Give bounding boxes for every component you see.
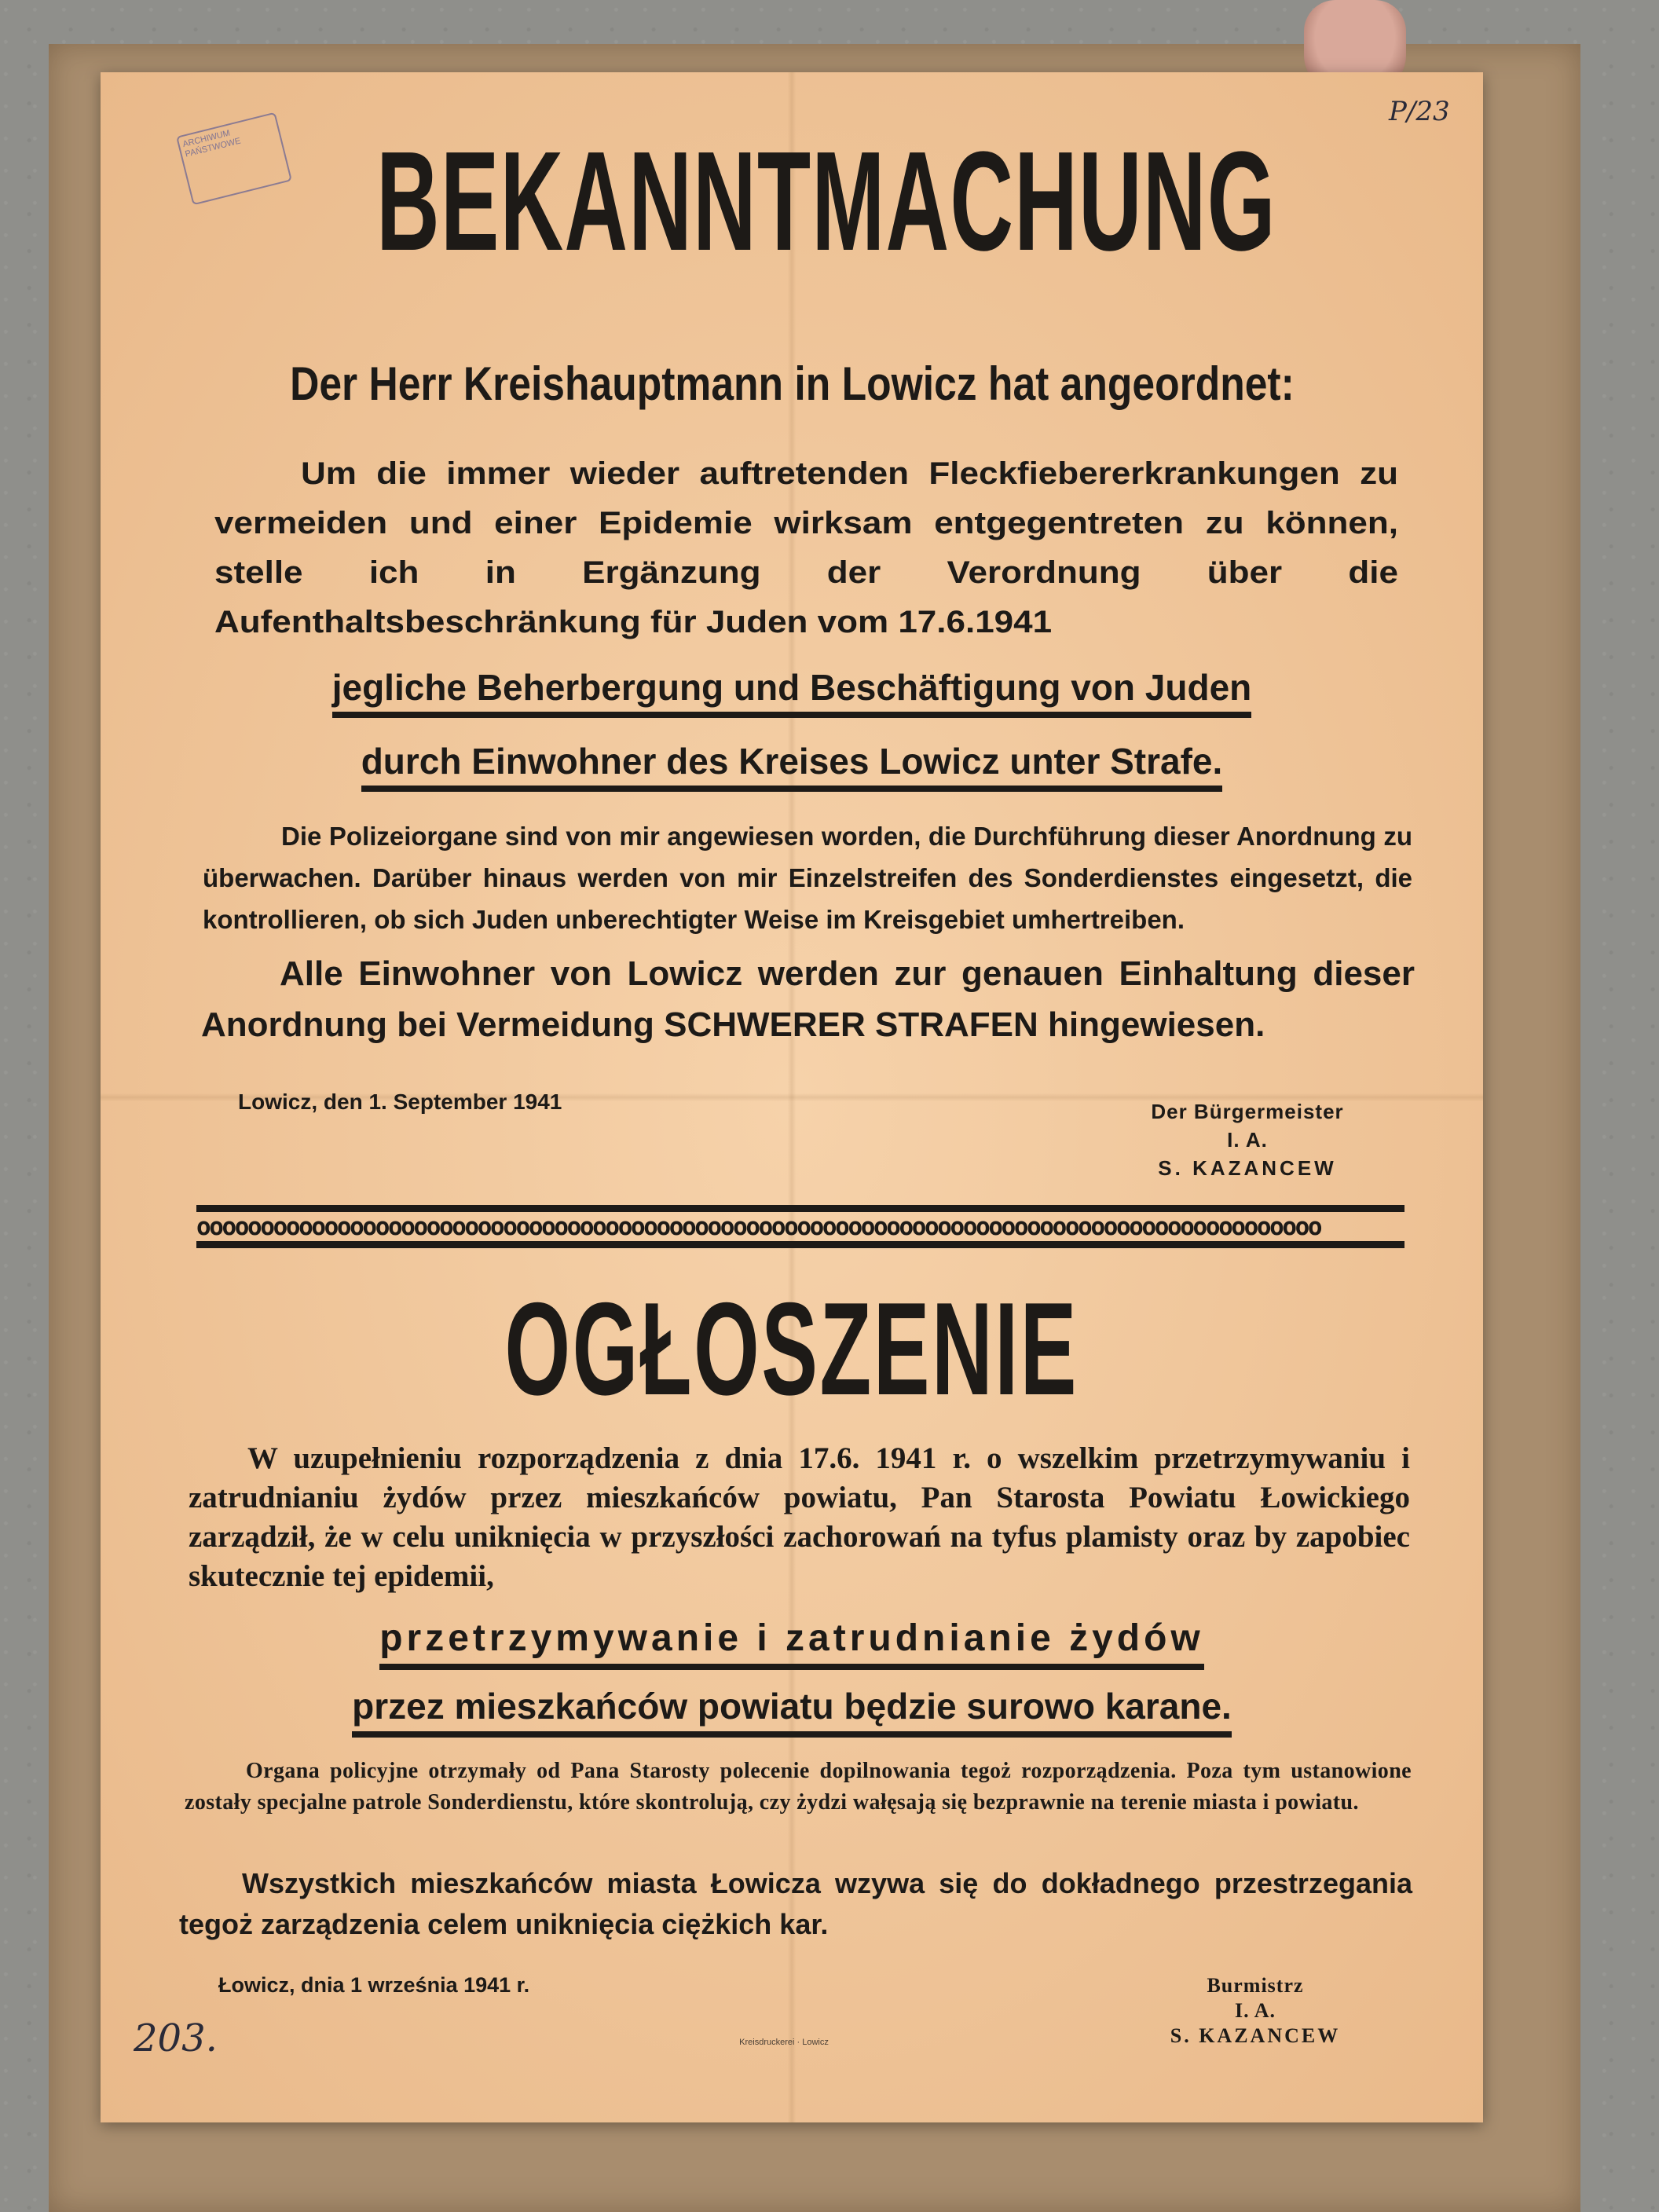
polish-title: OGŁOSZENIE xyxy=(504,1275,1079,1423)
german-paragraph-3: Alle Einwohner von Lowicz werden zur genauen Einhaltung dieser Anordnung bei Vermeidung SCHWERER STRAFEN hingewiesen. xyxy=(201,954,1415,1044)
signature-name: S. KAZANCEW xyxy=(1170,2024,1341,2047)
polish-paragraph-2: Organa policyjne otrzymały od Pana Starosty polecenie dopilnowania tegoż rozporządzenia. Poza tym ustanowione zostały specjalne patrole Sonderdienstu, które skontrolują, czy żydzi wałęsają się bezprawnie na terenie miasta i powiatu. xyxy=(185,1759,1412,1815)
german-title: BEKANNTMACHUNG xyxy=(376,123,1276,280)
polish-date-place: Łowicz, dnia 1 września 1941 r. xyxy=(218,1973,530,1997)
divider-rule-bottom xyxy=(196,1241,1404,1248)
polish-paragraph-3: Wszystkich mieszkańców miasta Łowicza wzywa się do dokładnego przestrzegania tegoż zarządzenia celem uniknięcia ciężkich kar. xyxy=(179,1867,1412,1940)
signature-name: S. KAZANCEW xyxy=(1158,1156,1337,1180)
handwritten-number: 203. xyxy=(134,2016,218,2060)
divider-ornament: oooooooooooooooooooooooooooooooooooooooooooooooooooooooooooooooooooooooooooooooooooooooo xyxy=(196,1216,1321,1238)
polish-paragraph-1: W uzupełnieniu rozporządzenia z dnia 17.6. 1941 r. o wszelkim przetrzymywaniu i zatrudnianiu żydów przez mieszkańców powiatu, Pan Starosta Powiatu Łowickiego zarządził, że w celu uniknięcia w przyszłości zachorowań na tyfus plamisty oraz by zapobiec skutecznie tej epidemii, xyxy=(189,1441,1410,1593)
signature-ia: I. A. xyxy=(1235,1999,1276,2022)
signature-title: Burmistrz xyxy=(1207,1974,1304,1997)
german-emphasis-1: jegliche Beherbergung und Beschäftigung von Juden xyxy=(101,665,1483,718)
polish-signature xyxy=(1114,1973,1397,2049)
german-signature xyxy=(1098,1097,1397,1182)
german-date-place: Lowicz, den 1. September 1941 xyxy=(238,1090,562,1114)
divider-rule-top xyxy=(196,1205,1404,1212)
signature-ia: I. A. xyxy=(1227,1128,1268,1152)
stamp-text: ARCHIWUM PAŃSTWOWE xyxy=(181,128,242,159)
german-subtitle: Der Herr Kreishauptmann in Lowicz hat angeordnet: xyxy=(289,357,1295,410)
german-emphasis-2: durch Einwohner des Kreises Lowicz unter Strafe. xyxy=(101,738,1483,792)
handwritten-reference: P/23 xyxy=(1389,96,1450,127)
german-paragraph-1: Um die immer wieder auftretenden Fleckfiebererkrankungen zu vermeiden und einer Epidemie wirksam entgegentreten zu können, stelle ich in Ergänzung der Verordnung über die Aufenthaltsbeschränkung für Juden vom 17.6.1941 xyxy=(214,456,1398,639)
polish-emphasis-2: przez mieszkańców powiatu będzie surowo karane. xyxy=(101,1683,1483,1738)
poster xyxy=(101,72,1483,2122)
polish-emphasis-1: przetrzymywanie i zatrudnianie żydów xyxy=(101,1615,1483,1670)
signature-title: Der Bürgermeister xyxy=(1151,1100,1344,1123)
printer-imprint: Kreisdruckerei · Lowicz xyxy=(739,2038,829,2047)
german-paragraph-2: Die Polizeiorgane sind von mir angewiesen worden, die Durchführung dieser Anordnung zu überwachen. Darüber hinaus werden von mir Einzelstreifen des Sonderdienstes eingesetzt, die kontrollieren, ob sich Juden unberechtigter Weise im Kreisgebiet umhertreiben. xyxy=(203,822,1412,934)
